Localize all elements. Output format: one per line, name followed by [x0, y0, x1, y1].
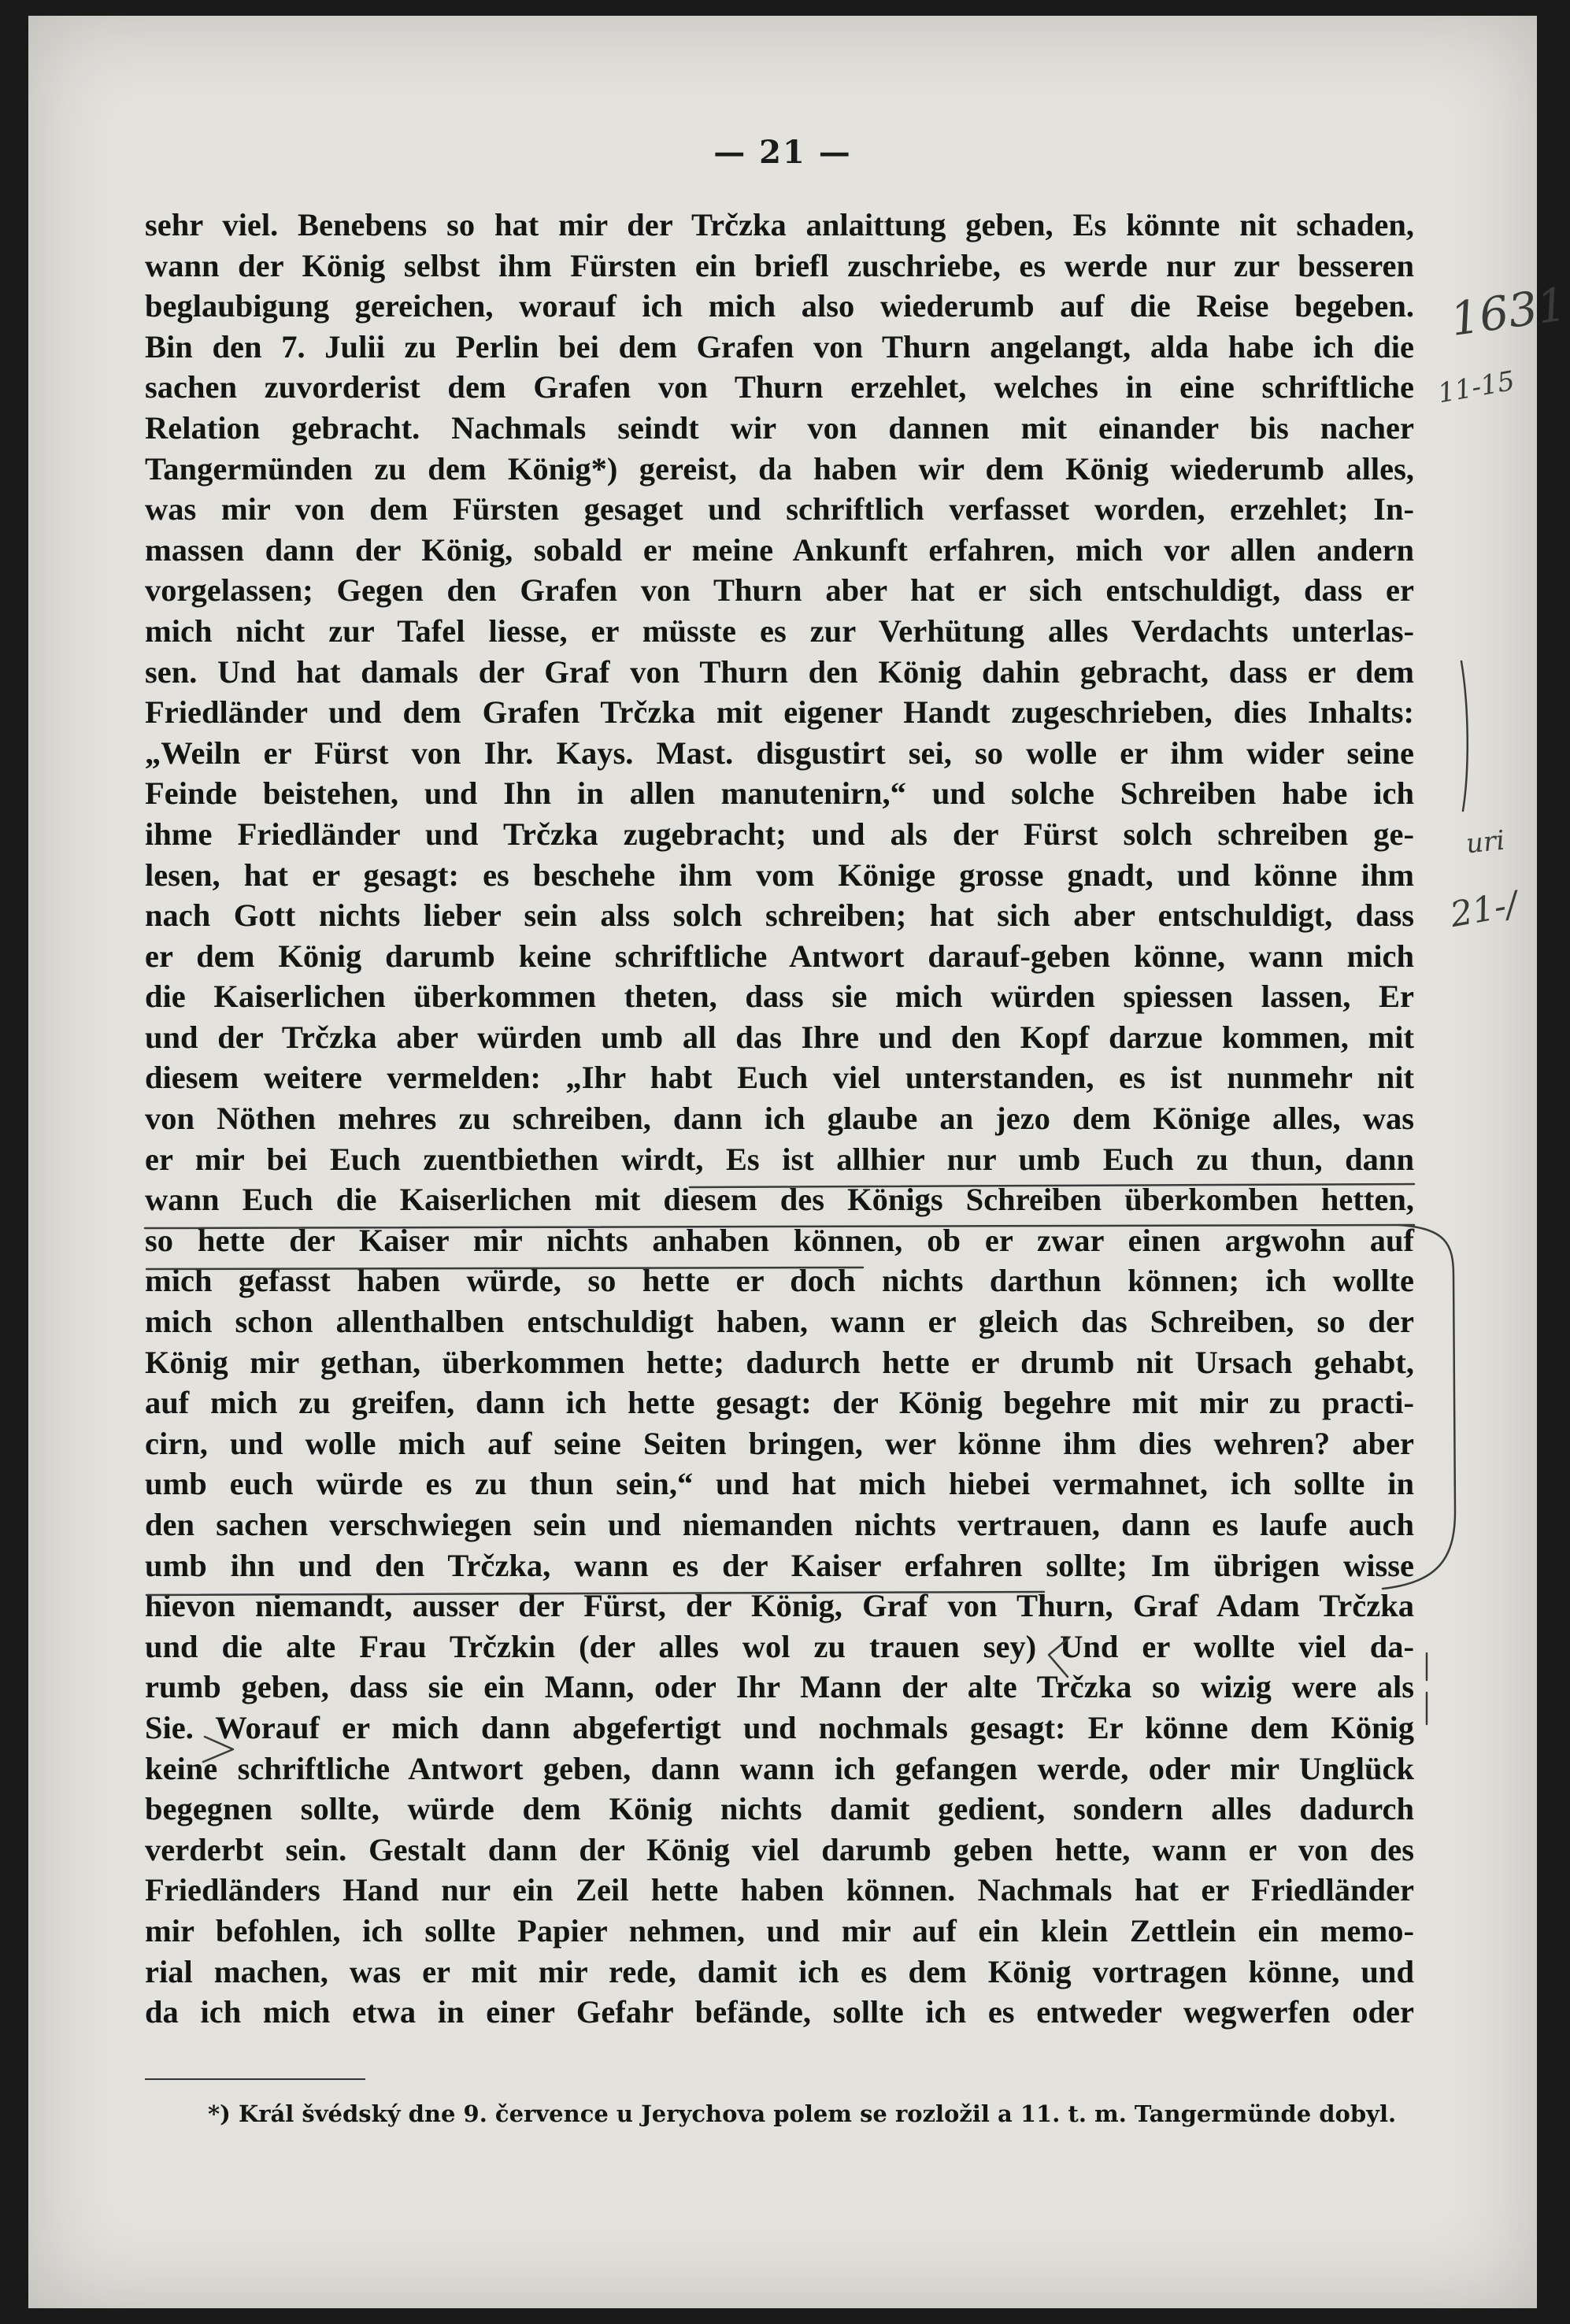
text-line: Friedländer und dem Grafen Trčzka mit eigener Handt zugeschrieben, dies Inhalts:: [145, 694, 1414, 731]
text-line: cirn, und wolle mich auf seine Seiten bringen, wer könne ihm dies wehren? aber: [145, 1425, 1414, 1461]
body-text: [145, 205, 1414, 2033]
text-line: umb euch würde es zu thun sein,“ und hat mich hiebei vermahnet, ich sollte in: [145, 1466, 1414, 1502]
text-line: rial machen, was er mit mir rede, damit ich es dem König vortragen könne, und: [145, 1953, 1414, 1989]
text-line: hievon niemandt, ausser der Fürst, der König, Graf von Thurn, Graf Adam Trčzka: [145, 1588, 1414, 1624]
text-line: nach Gott nichts lieber sein alss solch schreiben; hat sich aber entschuldigt, dass: [145, 897, 1414, 934]
text-line: die Kaiserlichen überkommen theten, dass sie mich würden spiessen lassen, Er: [145, 979, 1414, 1015]
text-line: und der Trčzka aber würden umb all das Ihre und den Kopf darzue kommen, mit: [145, 1019, 1414, 1055]
text-line: Sie. Worauf er mich dann abgefertigt und nochmals gesagt: Er könne dem König: [145, 1709, 1414, 1745]
text-line: Feinde beistehen, und Ihn in allen manutenirn,“ und solche Schreiben habe ich: [145, 775, 1414, 812]
text-line: wann Euch die Kaiserlichen mit diesem des Königs Schreiben überkomben hetten,: [145, 1182, 1414, 1218]
text-line: beglaubigung gereichen, worauf ich mich also wiederumb auf die Reise begeben.: [145, 288, 1414, 324]
text-line: auf mich zu greifen, dann ich hette gesagt: der König begehre mit mir zu practi-: [145, 1385, 1414, 1421]
text-line: rumb geben, dass sie ein Mann, oder Ihr Mann der alte Trčzka so wizig were als: [145, 1669, 1414, 1705]
page-number: — 21 —: [713, 134, 852, 171]
text-line: lesen, hat er gesagt: es beschehe ihm vom Könige grosse gnadt, und könne ihm: [145, 857, 1414, 893]
text-line: er mir bei Euch zuentbiethen wirdt, Es ist allhier nur umb Euch zu thun, dann: [145, 1141, 1414, 1177]
text-line: sen. Und hat damals der Graf von Thurn den König dahin gebracht, dass er dem: [145, 653, 1414, 690]
text-line: mir befohlen, ich sollte Papier nehmen, und mir auf ein klein Zettlein ein memo-: [145, 1912, 1414, 1948]
text-line: massen dann der König, sobald er meine Ankunft erfahren, mich vor allen andern: [145, 531, 1414, 568]
margin-note: uri: [1464, 824, 1506, 860]
footnote-rule: [145, 2078, 365, 2080]
text-line: von Nöthen mehres zu schreiben, dann ich glaube an jezo dem Könige alles, was: [145, 1101, 1414, 1137]
text-line: den sachen verschwiegen sein und niemanden nichts vertrauen, dann es laufe auch: [145, 1507, 1414, 1542]
text-line: Bin den 7. Julii zu Perlin bei dem Grafen von Thurn angelangt, alda habe ich die: [145, 328, 1414, 365]
text-line: mich schon allenthalben entschuldigt haben, wann er gleich das Schreiben, so der: [145, 1304, 1414, 1340]
margin-note: 11-15: [1435, 365, 1517, 410]
margin-note: 1631: [1446, 277, 1570, 346]
text-line: sachen zuvorderist dem Grafen von Thurn erzehlet, welches in eine schriftliche: [145, 369, 1414, 405]
text-line: und die alte Frau Trčzkin (der alles wol zu trauen sey) Und er wollte viel da-: [145, 1628, 1414, 1664]
text-line: wann der König selbst ihm Fürsten ein briefl zuschriebe, es werde nur zur besseren: [145, 247, 1414, 283]
text-line: so hette der Kaiser mir nichts anhaben können, ob er zwar einen argwohn auf: [145, 1222, 1414, 1258]
text-line: Friedländers Hand nur ein Zeil hette haben können. Nachmals hat er Friedländer: [145, 1872, 1414, 1908]
text-line: „Weiln er Fürst von Ihr. Kays. Mast. disgustirt sei, so wolle er ihm wider seine: [145, 735, 1414, 771]
text-line: keine schriftliche Antwort geben, dann wann ich gefangen werde, oder mir Unglück: [145, 1750, 1414, 1786]
text-line: er dem König darumb keine schriftliche Antwort darauf-geben könne, wann mich: [145, 938, 1414, 974]
text-line: begegnen sollte, würde dem König nichts damit gedient, sondern alles dadurch: [145, 1791, 1414, 1827]
text-line: umb ihn und den Trčzka, wann es der Kaiser erfahren sollte; Im übrigen wisse: [145, 1547, 1414, 1583]
footnote: *) Král švédský dne 9. července u Jerychova polem se rozložil a 11. t. m. Tangermünde dobyl.: [208, 2100, 1397, 2127]
text-line: vorgelassen; Gegen den Grafen von Thurn aber hat er sich entschuldigt, dass er: [145, 572, 1414, 609]
margin-note: 21-/: [1447, 883, 1521, 936]
book-page: [28, 16, 1570, 2308]
text-line: Relation gebracht. Nachmals seindt wir von dannen mit einander bis nacher: [145, 409, 1414, 446]
text-line: da ich mich etwa in einer Gefahr befände, sollte ich es entweder wegwerfen oder: [145, 1994, 1414, 2030]
text-line: ihme Friedländer und Trčzka zugebracht; und als der Fürst solch schreiben ge-: [145, 816, 1414, 852]
text-line: König mir gethan, überkommen hette; dadurch hette er drumb nit Ursach gehabt,: [145, 1344, 1414, 1380]
text-line: Tangermünden zu dem König*) gereist, da haben wir dem König wiederumb alles,: [145, 450, 1414, 487]
text-line: mich nicht zur Tafel liesse, er müsste es zur Verhütung alles Verdachts unterlas-: [145, 612, 1414, 649]
text-line: diesem weitere vermelden: „Ihr habt Euch viel unterstanden, es ist nunmehr nit: [145, 1060, 1414, 1096]
text-line: was mir von dem Fürsten gesaget und schriftlich verfasset worden, erzehlet; In-: [145, 491, 1414, 527]
text-line: verderbt sein. Gestalt dann der König viel darumb geben hette, wann er von des: [145, 1831, 1414, 1867]
bracket-mark: [1461, 661, 1468, 811]
text-line: sehr viel. Benebens so hat mir der Trčzka anlaittung geben, Es könnte nit schaden,: [145, 207, 1414, 242]
text-line: mich gefasst haben würde, so hette er doch nichts darthun können; ich wollte: [145, 1263, 1414, 1299]
